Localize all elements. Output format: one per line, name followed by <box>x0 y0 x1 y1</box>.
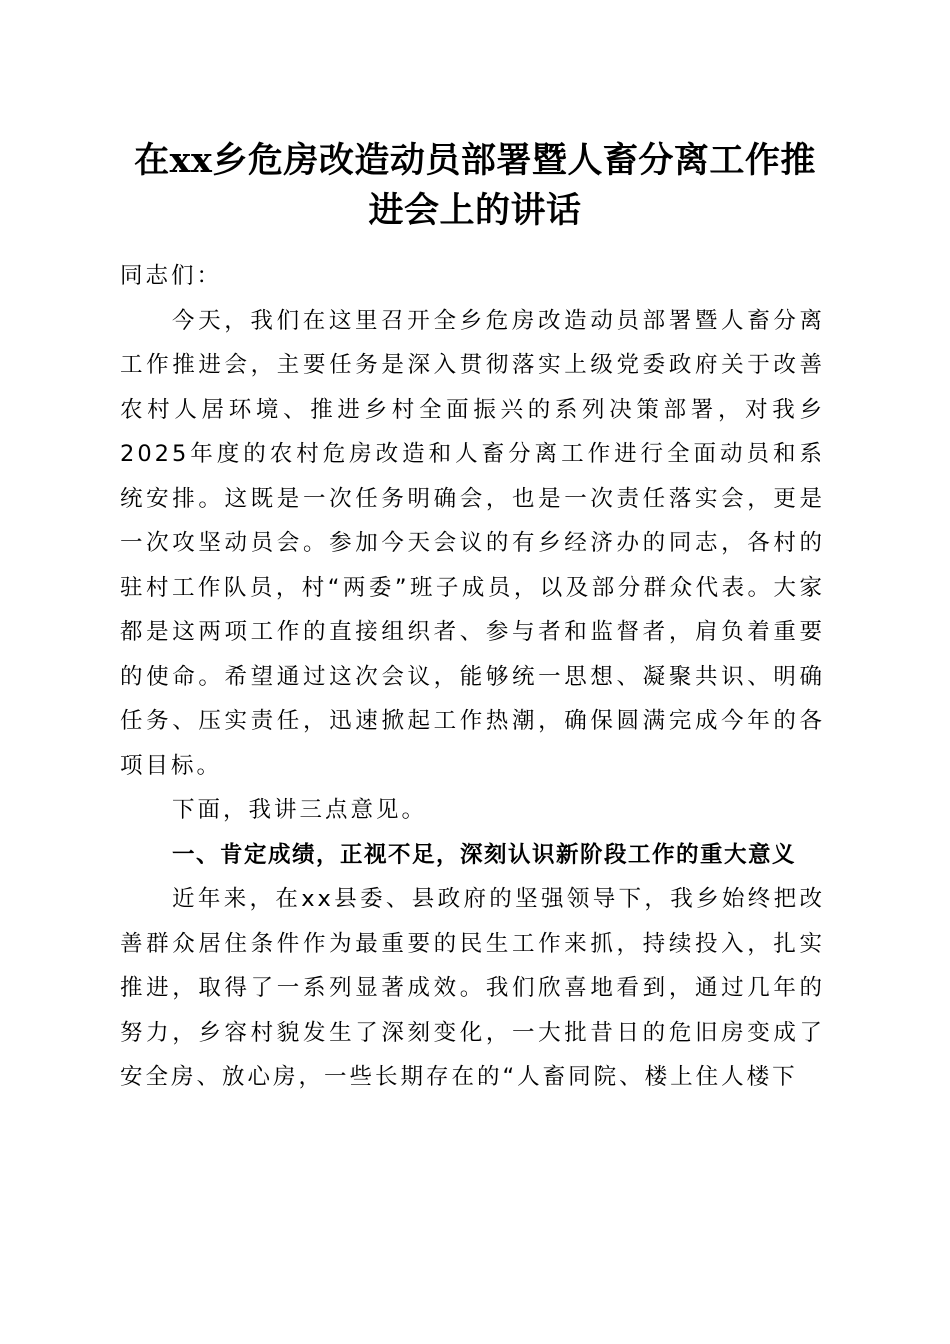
document-title <box>100 136 850 236</box>
document-body <box>120 254 825 1100</box>
title-line-1: 在xx乡危房改造动员部署暨人畜分离工作推 <box>134 140 816 181</box>
greeting: 同志们： <box>120 263 223 289</box>
paragraph-intro: 今天，我们在这里召开全乡危房改造动员部署暨人畜分离工作推进会，主要任务是深入贯彻落实上级党委政府关于改善农村人居环境、推进乡村全面振兴的系列决策部署，对我乡2025年度的农村危房改造和人畜分离工作进行全面动员和系统安排。这既是一次任务明确会，也是一次责任落实会，更是一次攻坚动员会。参加今天会议的有乡经济办的同志，各村的驻村工作队员，村“两委”班子成员，以及部分群众代表。大家都是这两项工作的直接组织者、参与者和监督者，肩负着重要的使命。希望通过这次会议，能够统一思想、凝聚共识、明确任务、压实责任，迅速掀起工作热潮，确保圆满完成今年的各项目标。 <box>120 307 825 779</box>
paragraph-section-1: 近年来，在xx县委、县政府的坚强领导下，我乡始终把改善群众居住条件作为最重要的民生工作来抓，持续投入，扎实推进，取得了一系列显著成效。我们欣喜地看到，通过几年的努力，乡容村貌发生了深刻变化，一大批昔日的危旧房变成了安全房、放心房，一些长期存在的“人畜同院、楼上住人楼下 <box>120 886 825 1090</box>
paragraph-transition: 下面，我讲三点意见。 <box>172 797 428 823</box>
title-line-2: 进会上的讲话 <box>368 190 582 231</box>
section-heading-1: 一、肯定成绩，正视不足，深刻认识新阶段工作的重大意义 <box>172 841 797 868</box>
